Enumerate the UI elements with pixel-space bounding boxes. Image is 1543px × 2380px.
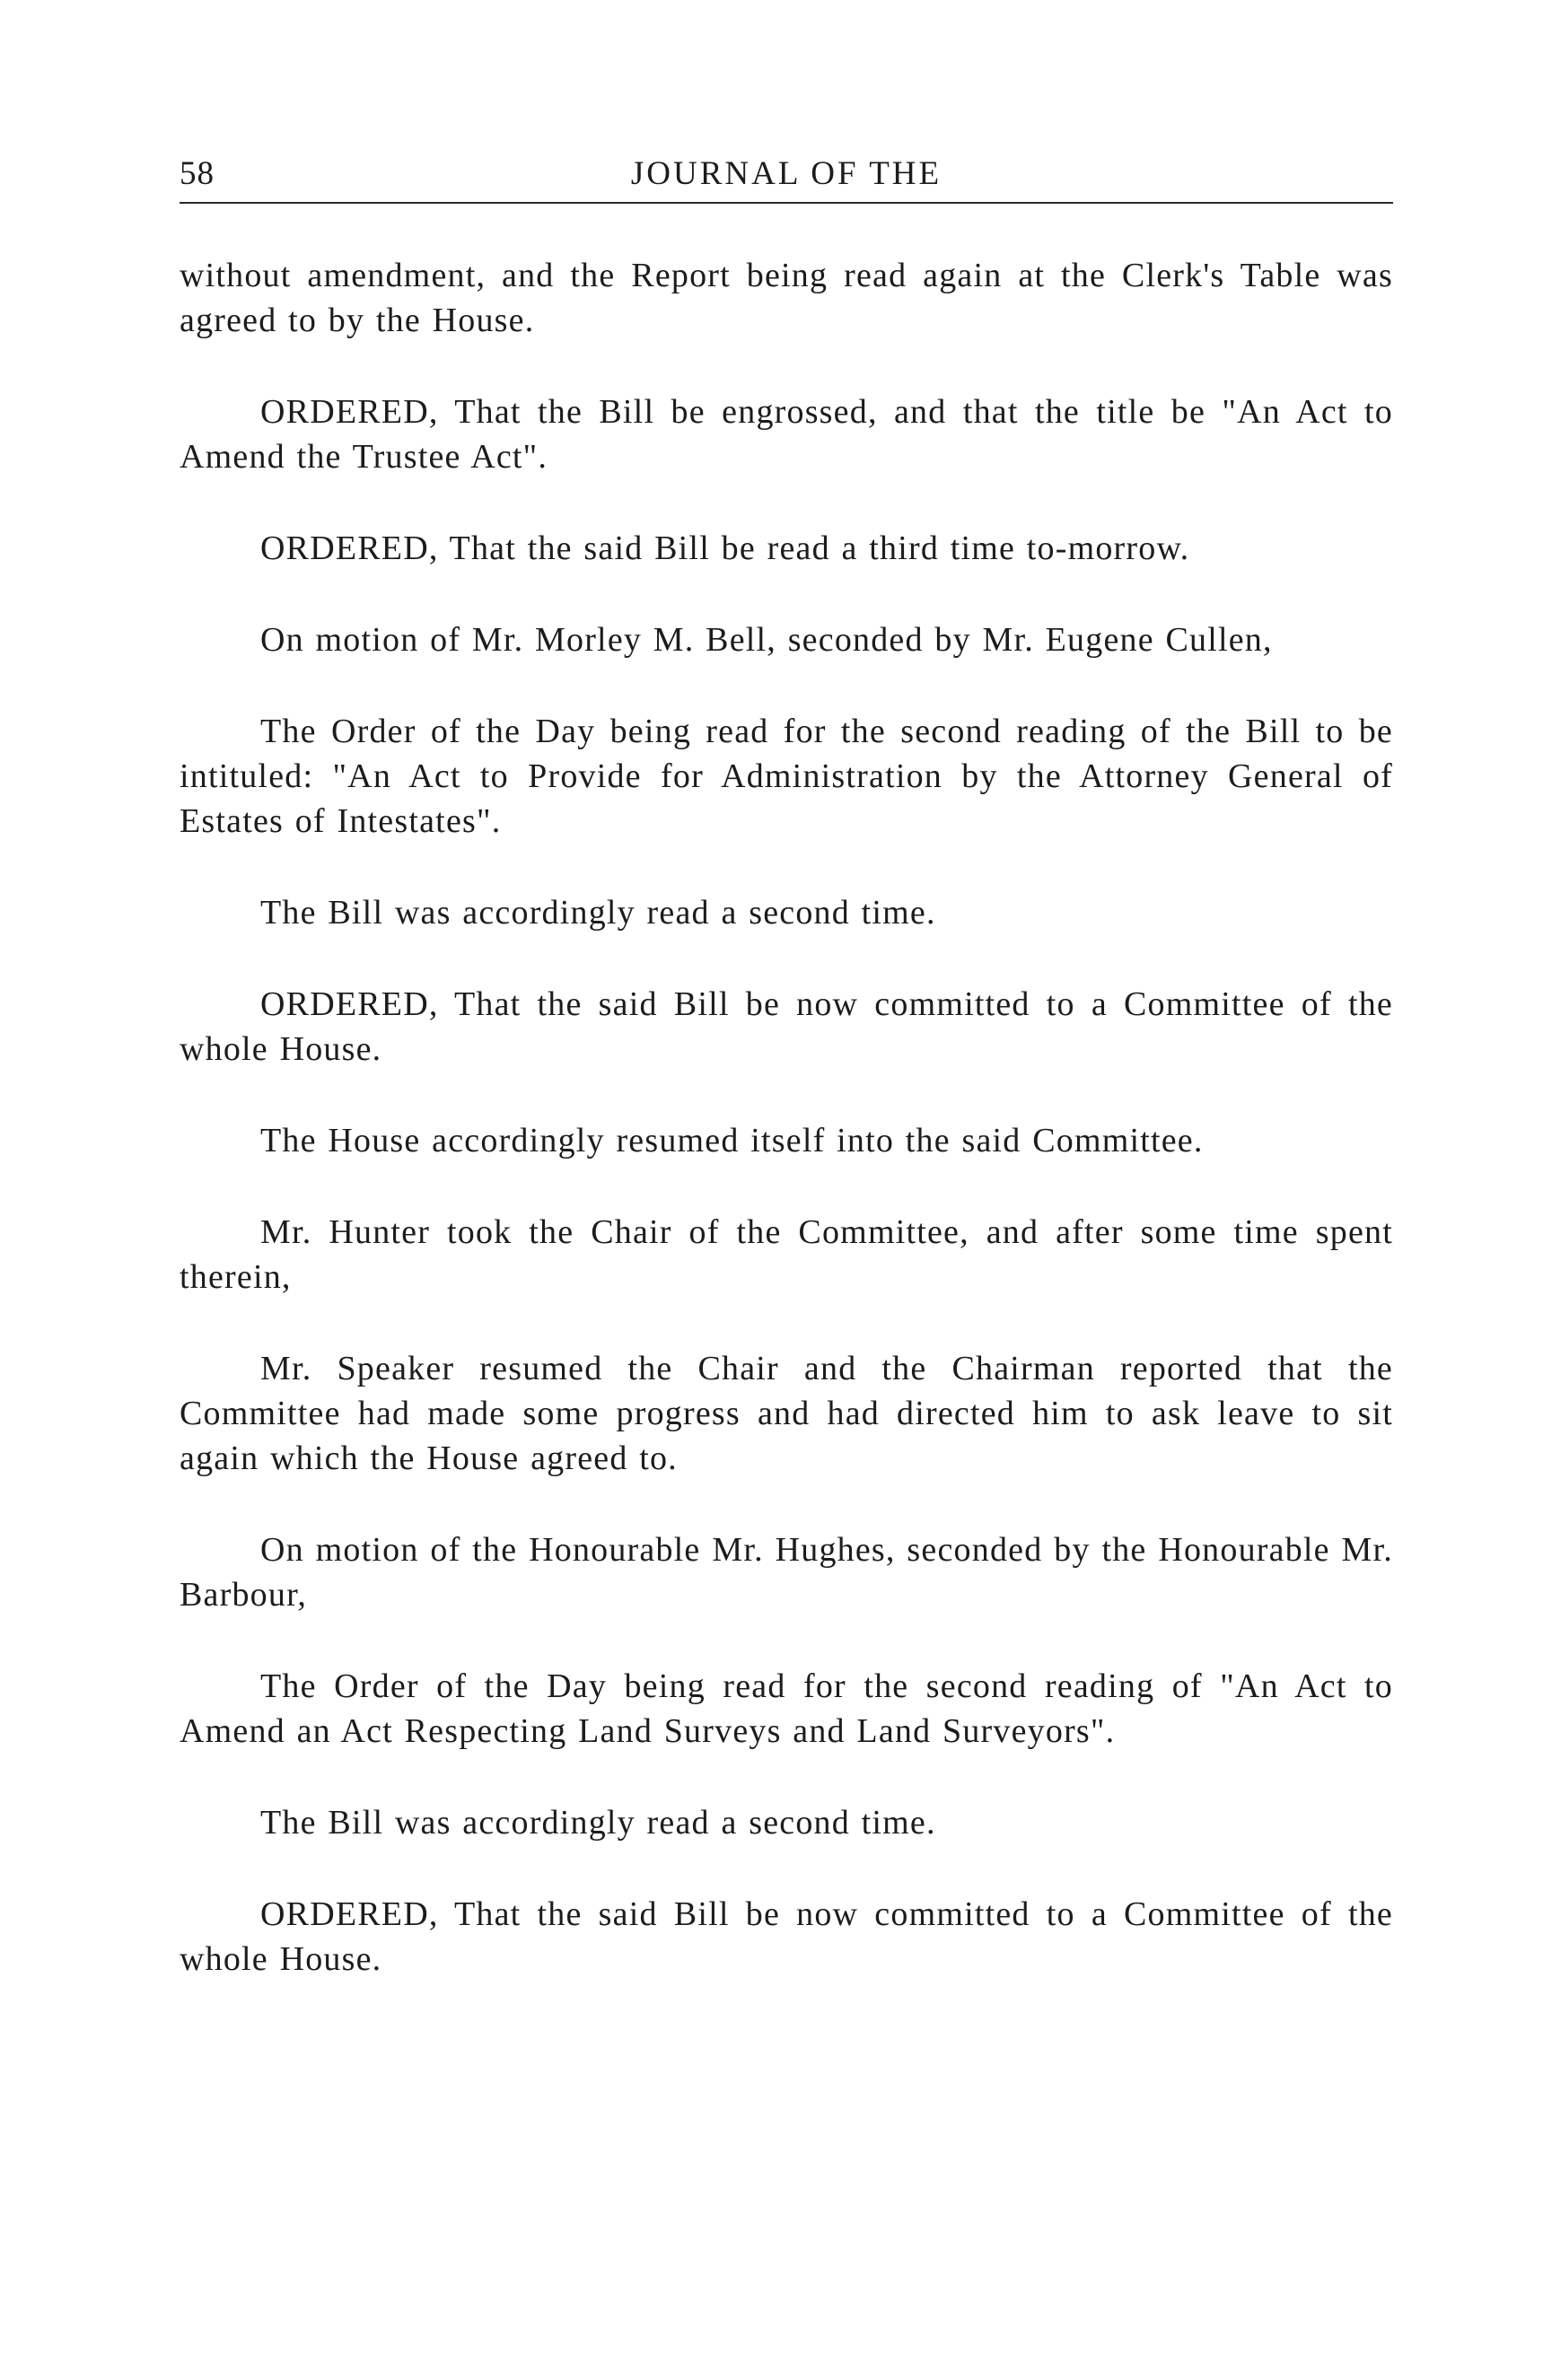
paragraph-house-resumed: The House accordingly resumed itself into the said Committee. <box>260 1122 1204 1159</box>
journal-body <box>180 253 1393 2028</box>
paragraph-motion-bell: On motion of Mr. Morley M. Bell, seconded by Mr. Eugene Cullen, <box>260 621 1273 659</box>
paragraph-ordered-committed: ORDERED, That the said Bill be now committed to a Committee of the whole House. <box>180 985 1393 1068</box>
paragraph-second-time-2: The Bill was accordingly read a second time. <box>260 1804 936 1842</box>
header-rule <box>180 202 1393 204</box>
paragraph-continuation: without amendment, and the Report being read again at the Clerk's Table was agreed to by the House. <box>180 257 1393 339</box>
journal-title: JOURNAL OF THE <box>630 155 942 192</box>
page-number: 58 <box>180 155 215 192</box>
paragraph-motion-hughes: On motion of the Honourable Mr. Hughes, seconded by the Honourable Mr. Barbour, <box>180 1531 1393 1614</box>
paragraph-second-time: The Bill was accordingly read a second time. <box>260 894 936 932</box>
paragraph-speaker-resumed: Mr. Speaker resumed the Chair and the Chairman reported that the Committee had made some progress and had directed him to ask leave to sit again which the House agreed to. <box>180 1350 1393 1477</box>
paragraph-order-of-day-intestates: The Order of the Day being read for the second reading of the Bill to be intituled: "An Act to Provide for Administration by the Attorney General of Estates of Intestates". <box>180 713 1393 840</box>
paragraph-ordered-committed-2: ORDERED, That the said Bill be now committed to a Committee of the whole House. <box>180 1895 1393 1978</box>
running-head <box>180 154 1393 205</box>
paragraph-ordered-engrossed: ORDERED, That the Bill be engrossed, and that the title be "An Act to Amend the Trustee Act". <box>180 393 1393 476</box>
paragraph-ordered-third-reading: ORDERED, That the said Bill be read a third time to-morrow. <box>260 529 1190 567</box>
paragraph-hunter-chair: Mr. Hunter took the Chair of the Committee, and after some time spent therein, <box>180 1213 1393 1296</box>
paragraph-order-of-day-surveys: The Order of the Day being read for the second reading of "An Act to Amend an Act Respecting Land Surveys and Land Surveyors". <box>180 1667 1393 1750</box>
